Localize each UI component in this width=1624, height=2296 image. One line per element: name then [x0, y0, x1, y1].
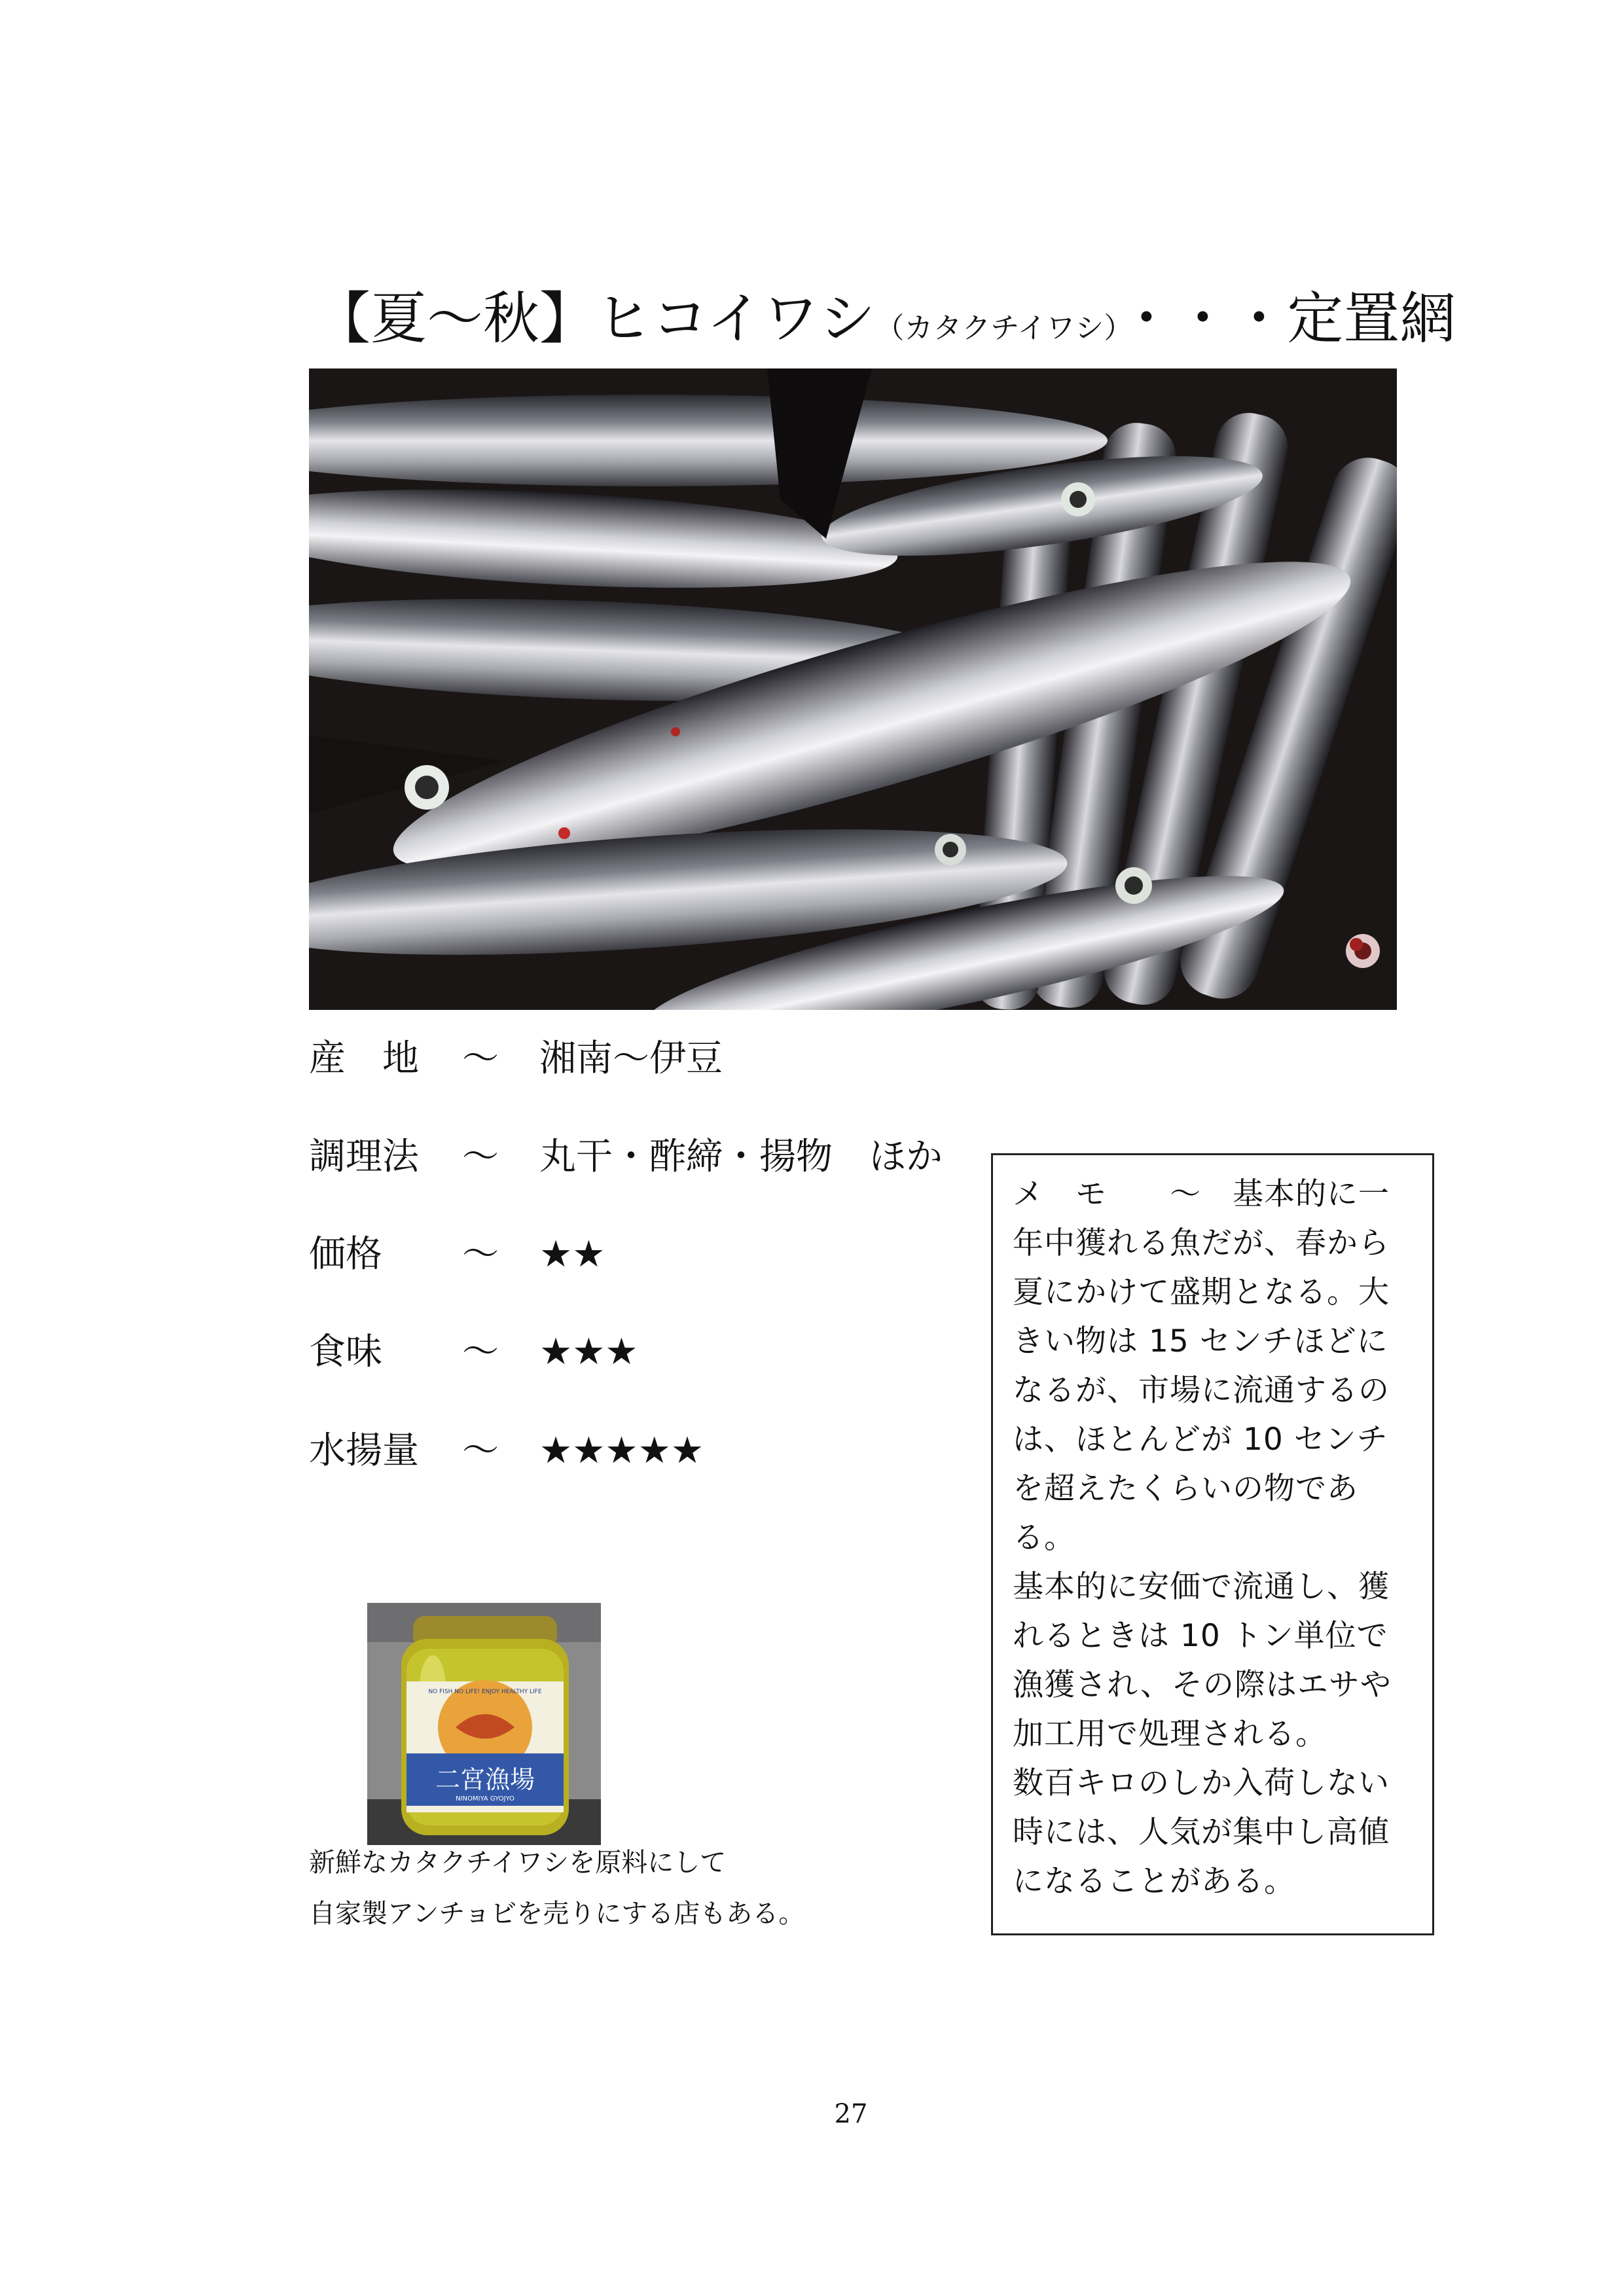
spec-separator: 〜	[462, 1233, 499, 1276]
spec-separator: 〜	[462, 1037, 499, 1080]
spec-value: 丸干・酢締・揚物 ほか	[539, 1136, 943, 1178]
memo-line: 夏にかけて盛期となる。大	[1013, 1274, 1390, 1310]
spec-value: 湘南〜伊豆	[539, 1037, 723, 1080]
spec-value: ★★★	[539, 1331, 638, 1373]
spec-separator: 〜	[462, 1429, 499, 1472]
spec-label: 価格	[309, 1233, 382, 1276]
jar-romaji-text: NINOMIYA GYOJYO	[456, 1795, 514, 1803]
memo-box	[991, 1153, 1434, 1935]
jar-slogan-text: NO FISH NO LIFE! ENJOY HEALTHY LIFE	[428, 1689, 542, 1695]
memo-line: 漁獲され、その際はエサや	[1013, 1667, 1392, 1703]
memo-line: 年中獲れる魚だが、春から	[1013, 1225, 1390, 1261]
spec-separator: 〜	[462, 1136, 499, 1178]
memo-line: きい物は 15 センチほどに	[1013, 1323, 1388, 1359]
memo-line: を超えたくらいの物であ	[1013, 1471, 1358, 1507]
memo-line: になることがある。	[1013, 1863, 1295, 1899]
memo-line: 時には、人気が集中し高値	[1013, 1814, 1390, 1850]
jar-brand-text: 二宮漁場	[435, 1765, 535, 1794]
spec-label: 産 地	[309, 1037, 419, 1080]
page-number: 27	[834, 2099, 868, 2129]
memo-line: 加工用で処理される。	[1013, 1716, 1327, 1752]
caption-line-2: 自家製アンチョビを売りにする店もある。	[309, 1899, 805, 1929]
memo-line: メ モ 〜 基本的に一	[1013, 1176, 1390, 1212]
title-subname: （カタクチイワシ）	[875, 312, 1119, 345]
memo-line: る。	[1013, 1520, 1075, 1556]
spec-value: ★★	[539, 1233, 605, 1276]
title-method: ・・・定置網	[1118, 286, 1456, 351]
memo-line: なるが、市場に流通するの	[1013, 1372, 1390, 1408]
anchovy-photo	[309, 368, 1397, 1010]
title-main: 【夏〜秋】ヒコイワシ	[314, 286, 876, 351]
memo-line: は、ほとんどが 10 センチ	[1013, 1422, 1388, 1458]
spec-label: 食味	[309, 1331, 382, 1373]
page-title	[314, 283, 1456, 365]
memo-line: 基本的に安価で流通し、獲	[1013, 1569, 1390, 1605]
spec-label: 水揚量	[309, 1429, 419, 1472]
spec-value: ★★★★★	[539, 1429, 704, 1472]
spec-label: 調理法	[309, 1136, 419, 1178]
spec-separator: 〜	[462, 1331, 499, 1373]
caption-line-1: 新鮮なカタクチイワシを原料にして	[309, 1848, 727, 1878]
memo-line: 数百キロのしか入荷しない	[1013, 1765, 1390, 1801]
anchovy-jar-photo	[367, 1603, 601, 1845]
memo-line: れるときは 10 トン単位で	[1013, 1618, 1388, 1654]
